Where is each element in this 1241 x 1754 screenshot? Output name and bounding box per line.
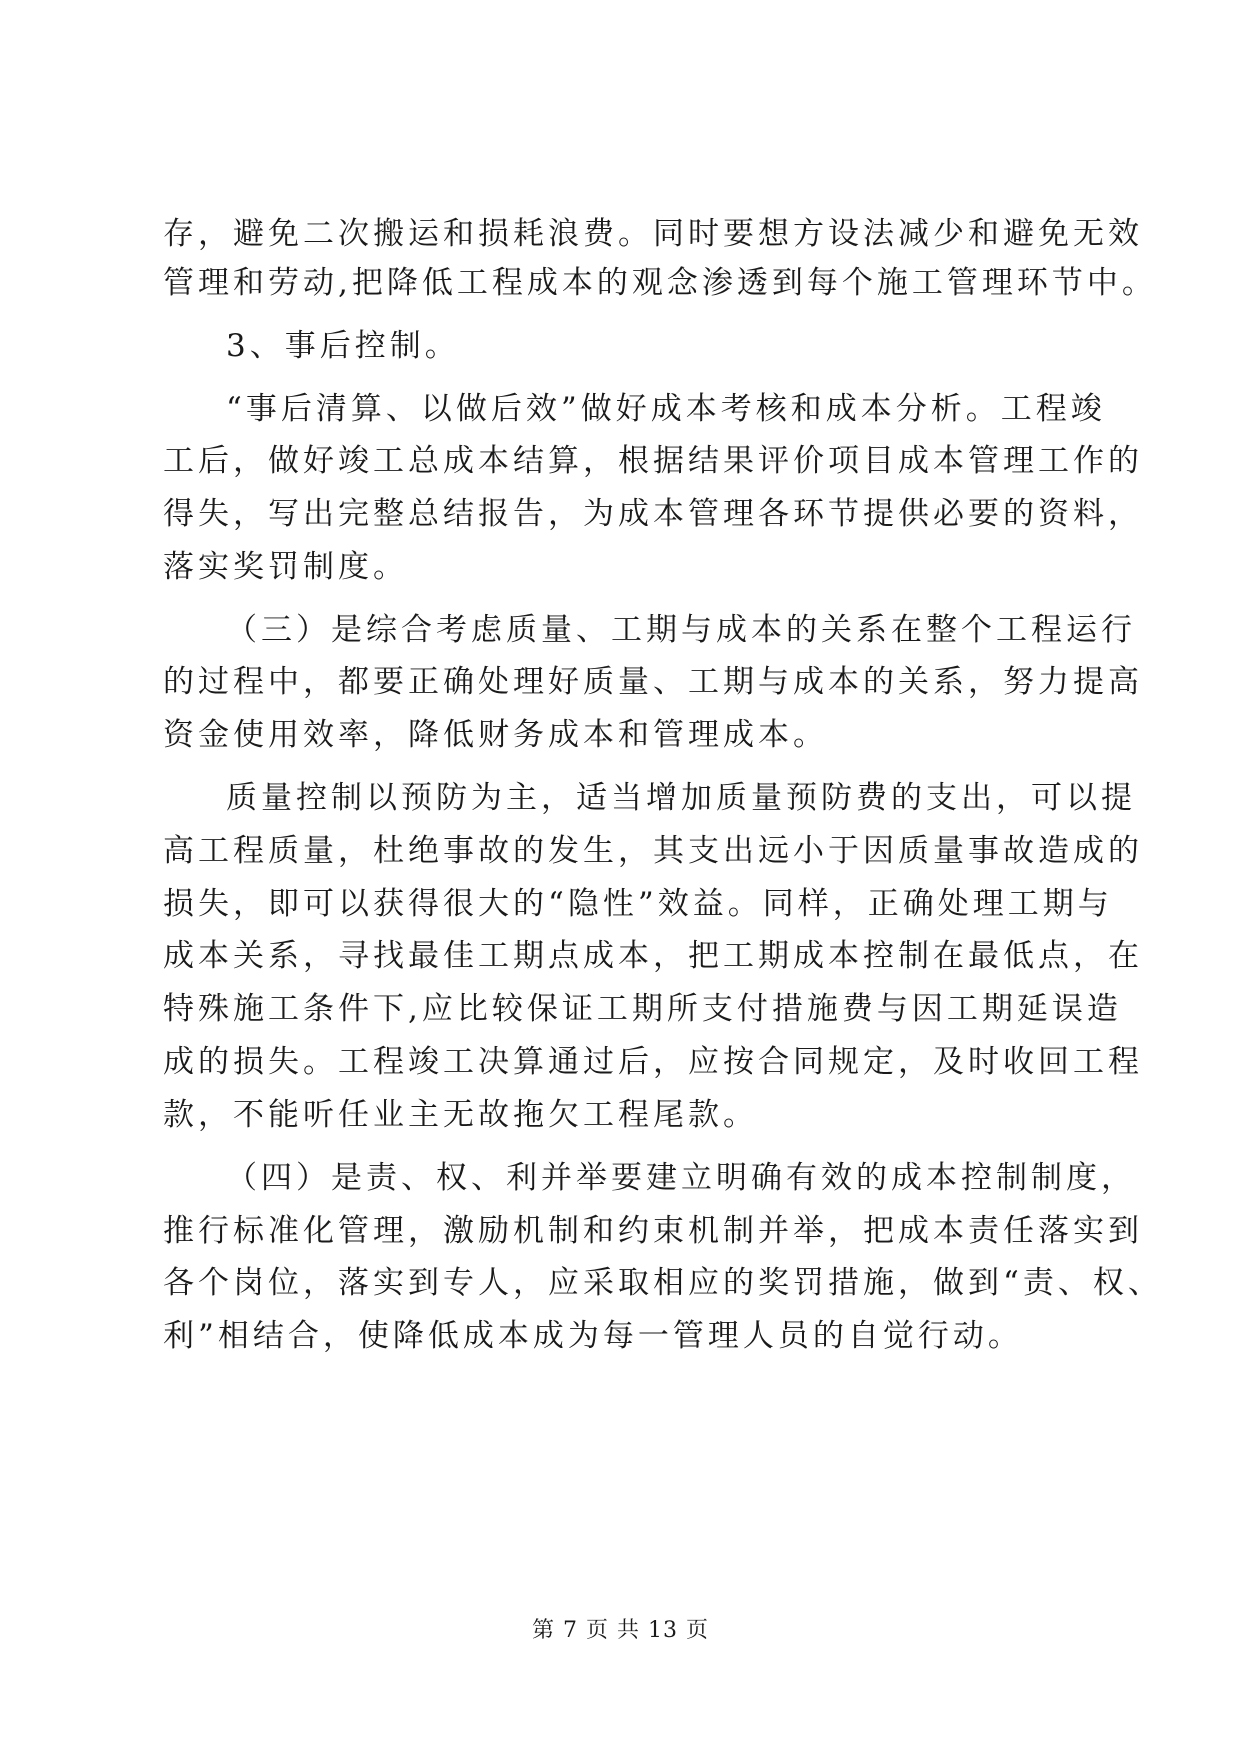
text-line: 得失，写出完整总结报告，为成本管理各环节提供必要的资料， (163, 496, 1143, 532)
text-line: 质量控制以预防为主，适当增加质量预防费的支出，可以提 (226, 780, 1136, 816)
text-line: 的过程中，都要正确处理好质量、工期与成本的关系，努力提高 (163, 664, 1143, 700)
text-line: 款，不能听任业主无故拖欠工程尾款。 (163, 1097, 758, 1133)
text-line: 推行标准化管理，激励机制和约束机制并举，把成本责任落实到 (163, 1213, 1143, 1249)
text-line: 各个岗位，落实到专人，应采取相应的奖罚措施，做到“责、权、 (163, 1265, 1163, 1301)
text-line: 高工程质量，杜绝事故的发生，其支出远小于因质量事故造成的 (163, 833, 1143, 869)
section-heading: 3、事后控制。 (226, 328, 460, 364)
text-line: 工后，做好竣工总成本结算，根据结果评价项目成本管理工作的 (163, 443, 1143, 479)
text-line: 特殊施工条件下,应比较保证工期所支付措施费与因工期延误造 (163, 991, 1122, 1027)
text-line: （四）是责、权、利并举要建立明确有效的成本控制制度， (226, 1160, 1136, 1196)
text-line: “事后清算、以做后效”做好成本考核和成本分析。工程竣 (226, 391, 1106, 427)
text-line: 成本关系，寻找最佳工期点成本，把工期成本控制在最低点，在 (163, 938, 1143, 974)
page-number: 第 7 页 共 13 页 (532, 1618, 709, 1643)
text-line: 成的损失。工程竣工决算通过后，应按合同规定，及时收回工程 (163, 1044, 1143, 1080)
text-line: 落实奖罚制度。 (163, 549, 408, 585)
text-line: 存，避免二次搬运和损耗浪费。同时要想方设法减少和避免无效 (163, 216, 1143, 252)
text-line: （三）是综合考虑质量、工期与成本的关系在整个工程运行 (226, 612, 1136, 648)
text-line: 管理和劳动,把降低工程成本的观念渗透到每个施工管理环节中。 (163, 265, 1157, 301)
text-line: 利”相结合，使降低成本成为每一管理人员的自觉行动。 (163, 1318, 1023, 1354)
text-line: 损失，即可以获得很大的“隐性”效益。同样，正确处理工期与 (163, 886, 1113, 922)
text-line: 资金使用效率，降低财务成本和管理成本。 (163, 717, 828, 753)
